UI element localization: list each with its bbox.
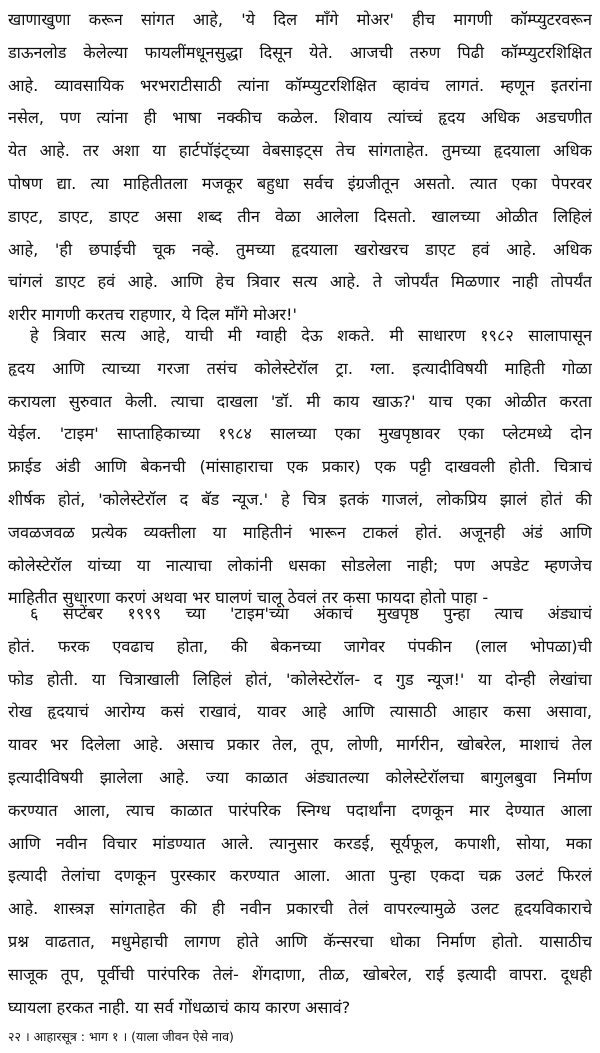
paragraph-line: यावर भर दिलेला आहे. असाच प्रकार तेल, तूप, लोणी, मार्गरीन, खोबरेल, माशाचं तेल: [8, 735, 592, 755]
paragraph-line: कोलेस्टेरॉल यांच्या या नात्याचा लोकांनी धसका सोडलेला नाही; पण अपडेट म्हणजेच: [8, 555, 592, 575]
paragraph-line: पोषण द्या. त्या माहितीतला मजकूर बहुधा सर्वच इंग्रजीतून असतो. त्यात एका पेपरवर: [8, 173, 592, 193]
paragraph-line: प्रश्न वाढतात, मधुमेहाची लागण होते आणि कॅन्सरचा धोका निर्माण होतो. यासाठीच: [8, 931, 592, 951]
paragraph-line: होतं. फरक एवढाच होता, की बेकनच्या जागेवर पंपकीन (लाल भोपळा)ची: [8, 636, 592, 656]
paragraph-line: रोख हृदयाचं आरोग्य कसं राखावं, यावर आहे आणि त्यासाठी आहार कसा असावा,: [8, 702, 592, 722]
paragraph-line: आहे, 'ही छपाईची चूक नव्हे. तुमच्या हृदयाला खरोखरच डाएट हवं आहे. अधिक: [8, 239, 592, 259]
paragraph-line: शीर्षक होतं, 'कोलेस्टेरॉल द बॅड न्यूज.' हे चित्र इतकं गाजलं, लोकप्रिय झालं होतं की: [8, 489, 592, 509]
paragraph-line: येईल. 'टाइम' साप्ताहिकाच्या १९८४ सालच्या एका मुखपृष्ठावर एका प्लेटमध्ये दोन: [8, 424, 592, 444]
paragraph-line: डाएट, डाएट, डाएट असा शब्द तीन वेळा आलेला दिसतो. खालच्या ओळीत लिहिलं: [8, 206, 592, 226]
paragraph-line: हे त्रिवार सत्य आहे, याची मी ग्वाही देऊ शकते. मी साधारण १९८२ सालापासून: [30, 326, 592, 345]
paragraph-line: आणि नवीन विचार मांडण्यात आले. त्यानुसार करडई, सूर्यफूल, कपाशी, सोया, मका: [8, 833, 592, 853]
paragraph-line: येत आहे. तर अशा या हार्टपॉइंट्च्या वेबसाइट्स तेच सांगताहेत. तुमच्या हृदयाला अधिक: [8, 141, 592, 161]
paragraph-line: करण्यात आला, त्याच काळात पारंपरिक स्निग्ध पदार्थांना दणकून मार देण्यात आला: [8, 800, 592, 820]
paragraph-2: [8, 320, 592, 615]
paragraph-line: खाणाखुणा करून सांगत आहे, 'ये दिल माँगे मोअर' हीच मागणी कॉम्प्युटरवरून: [8, 10, 592, 29]
paragraph-line: हृदय आणि त्याच्या गरजा तसंच कोलेस्टेरॉल ट्रा. ग्ला. इत्यादीविषयी माहिती गोळा: [8, 358, 592, 378]
paragraph-line: शरीर मागणी करतच राहणार, ये दिल माँगे मोअर!': [8, 305, 297, 325]
paragraph-line: आहे. शास्त्रज्ञ सांगताहेत की ही नवीन प्रकारची तेलं वापरल्यामुळे उलट हृदयविकाराचे: [8, 899, 592, 919]
paragraph-3: [8, 598, 592, 1024]
paragraph-line: साजूक तूप, पूर्वीची पारंपरिक तेलं- शेंगदाणा, तीळ, खोबरेल, राई इत्यादी वापरा. दूधही: [8, 964, 592, 984]
paragraph-line: आहे. व्यावसायिक भरभराटीसाठी त्यांना कॉम्प्युटरशिक्षित व्हावंच लागतं. म्हणून इतरांना: [8, 75, 592, 95]
paragraph-line: फ्राईड अंडी आणि बेकनची (मांसाहाराचा एक प्रकार) एक पट्टी दाखवली होती. चित्राचं: [8, 457, 592, 477]
paragraph-line: माहितीत सुधारणा करणं अथवा भर घालणं चालू ठेवलं तर कसा फायदा होतो पाहा -: [8, 588, 489, 608]
paragraph-line: इत्यादीविषयी झालेला आहे. ज्या काळात अंड्यातल्या कोलेस्टेरॉलचा बागुलबुवा निर्माण: [8, 767, 592, 787]
paragraph-1: [8, 4, 592, 332]
paragraph-line: घ्यायला हरकत नाही. या सर्व गोंधळाचं काय कारण असावं?: [8, 997, 351, 1017]
paragraph-line: डाऊनलोड केलेल्या फायलींमधूनसुद्धा दिसून येते. आजची तरुण पिढी कॉम्प्युटरशिक्षित: [8, 42, 592, 62]
paragraph-line: ६ सप्टेंबर १९९९ च्या 'टाइम'च्या अंकाचं मुखपृष्ठ पुन्हा त्याच अंड्याचं: [30, 604, 592, 623]
paragraph-line: नसेल, पण त्यांना ही भाषा नक्कीच कळेल. शिवाय त्यांच्चं हृदय अधिक अडचणीत: [8, 108, 592, 128]
paragraph-line: इत्यादी तेलांचा दणकून पुरस्कार करण्यात आला. आता पुन्हा एकदा चक्र उलटं फिरलं: [8, 866, 592, 886]
paragraph-line: करायला सुरुवात केली. त्याचा दाखला 'डॉ. मी काय खाऊ?' याच एका ओळीत करता: [8, 391, 592, 411]
paragraph-line: फोड होती. या चित्राखाली लिहिलं होतं, 'कोलेस्टेरॉल- द गुड न्यूज!' या दोन्ही लेखांचा: [8, 669, 592, 689]
paragraph-line: चांगलं डाएट हवं आहे. आणि हेच त्रिवार सत्य आहे. ते जोपर्यंत मिळणार नाही तोपर्यंत: [8, 272, 592, 292]
paragraph-line: जवळजवळ प्रत्येक व्यक्तीला या माहितीनं भारून टाकलं होतं. अजूनही अंडं आणि: [8, 522, 592, 542]
page-footer: २२ । आहारसूत्र : भाग १ । (याला जीवन ऐसे नाव): [8, 1029, 234, 1044]
